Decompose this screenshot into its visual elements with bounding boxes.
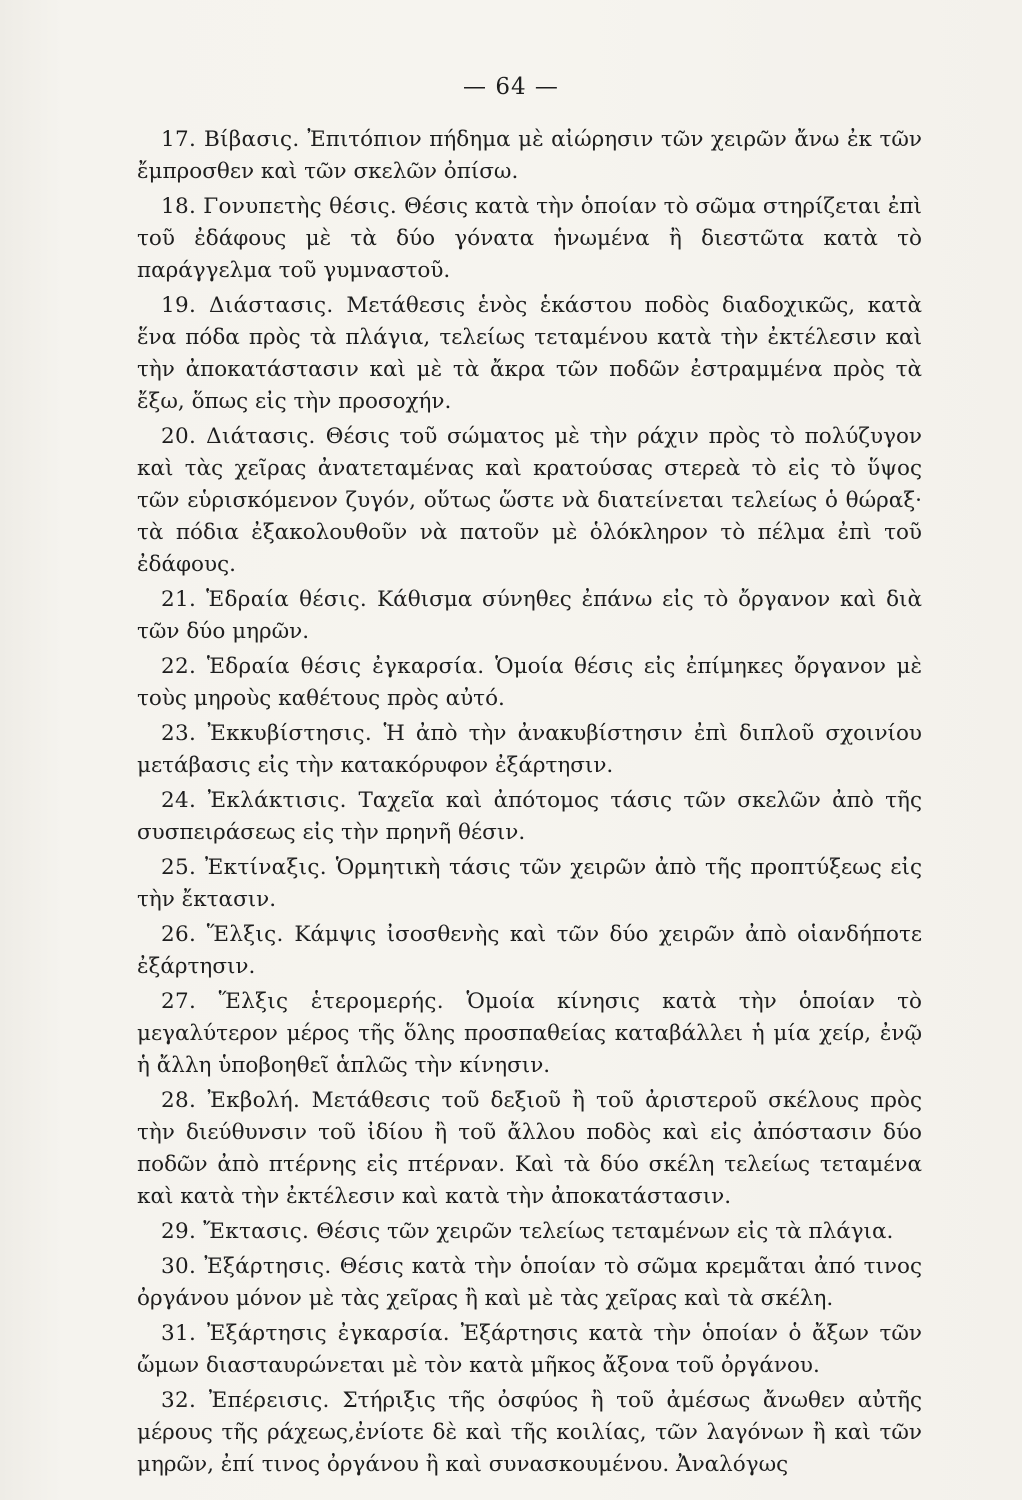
entry-number: 28. <box>161 1088 197 1113</box>
entry-definition: Θέσις τοῦ σώματος μὲ τὴν ράχιν πρὸς τὸ πολύζυγον καὶ τὰς χεῖρας ἀνατεταμένας καὶ κρατούσας στερεὰ τὸ εἰς τὸ ὕψος τῶν εὑρισκόμενον ζυγόν, οὕτως ὥστε νὰ διατείνεται τελείως ὁ θώραξ· τὰ πόδια ἐξακολουθοῦν νὰ πατοῦν μὲ ὁλόκληρον τὸ πέλμα ἐπὶ τοῦ ἐδάφους. <box>137 424 922 577</box>
glossary-entry <box>137 651 922 715</box>
entry-definition: Ὁρμητικὴ τάσις τῶν χειρῶν ἀπὸ τῆς προπτύξεως εἰς τὴν ἔκτασιν. <box>137 855 922 912</box>
entry-number: 26. <box>161 922 197 947</box>
entry-term: Ἕλξις. <box>206 922 284 947</box>
entry-term: Ἕλξις ἑτερομερής. <box>218 989 444 1014</box>
entry-number: 18. <box>161 194 197 219</box>
entry-term: Ἐξάρτησις ἐγκαρσία. <box>206 1321 450 1346</box>
entry-term: Ἐπέρεισις. <box>208 1388 330 1413</box>
entry-definition: Ὁμοία θέσις εἰς ἐπίμηκες ὄργανον μὲ τοὺς μηροὺς καθέτους πρὸς αὐτό. <box>137 654 922 711</box>
entry-number: 30. <box>161 1254 197 1279</box>
entry-term: Ἑδραία θέσις ἐγκαρσία. <box>206 654 485 679</box>
entry-definition: Κάθισμα σύνηθες ἐπάνω εἰς τὸ ὄργανον καὶ διὰ τῶν δύο μηρῶν. <box>137 587 922 644</box>
glossary-entries <box>137 124 922 1484</box>
glossary-entry <box>137 584 922 648</box>
glossary-entry <box>137 852 922 916</box>
entry-number: 27. <box>161 989 197 1014</box>
entry-number: 20. <box>161 424 197 449</box>
glossary-entry <box>137 1385 922 1481</box>
page-number: — 64 — <box>463 74 559 100</box>
glossary-entry <box>137 421 922 581</box>
entry-number: 17. <box>161 127 197 152</box>
entry-number: 21. <box>161 587 197 612</box>
entry-definition: Θέσις κατὰ τὴν ὁποίαν τὸ σῶμα στηρίζεται ἐπὶ τοῦ ἐδάφους μὲ τὰ δύο γόνατα ἡνωμένα ἢ διεστῶτα κατὰ τὸ παράγγελμα τοῦ γυμναστοῦ. <box>137 194 922 283</box>
glossary-entry <box>137 191 922 287</box>
entry-number: 19. <box>161 293 197 318</box>
entry-definition: Κάμψις ἰσοσθενὴς καὶ τῶν δύο χειρῶν ἀπὸ οἱανδήποτε ἐξάρτησιν. <box>137 922 922 979</box>
entry-term: Γονυπετὴς θέσις. <box>203 194 398 219</box>
entry-number: 25. <box>161 855 197 880</box>
entry-number: 22. <box>161 654 197 679</box>
entry-term: Ἐκκυβίστησις. <box>207 721 373 746</box>
entry-number: 29. <box>161 1219 197 1244</box>
entry-definition: Ἐπιτόπιον πήδημα μὲ αἰώρησιν τῶν χειρῶν ἄνω ἐκ τῶν ἔμπροσθεν καὶ τῶν σκελῶν ὀπίσω. <box>137 127 923 184</box>
entry-definition: Θέσις κατὰ τὴν ὁποίαν τὸ σῶμα κρεμᾶται ἀπό τινος ὀργάνου μόνον μὲ τὰς χεῖρας ἢ καὶ μὲ τὰς χεῖρας καὶ τὰ σκέλη. <box>137 1254 922 1311</box>
glossary-entry <box>137 1216 922 1248</box>
entry-definition: Ὁμοία κίνησις κατὰ τὴν ὁποίαν τὸ μεγαλύτερον μέρος τῆς ὅλης προσπαθείας καταβάλλει ἡ μία χείρ, ἐνῷ ἡ ἄλλη ὑποβοηθεῖ ἁπλῶς τὴν κίνησιν. <box>137 989 923 1078</box>
entry-term: Βίβασις. <box>203 127 300 152</box>
glossary-entry <box>137 919 922 983</box>
glossary-entry <box>137 1318 922 1382</box>
entry-definition: Στήριξις τῆς ὀσφύος ἢ τοῦ ἀμέσως ἄνωθεν αὐτῆς μέρους τῆς ράχεως,ἐνίοτε δὲ καὶ τῆς κοιλίας, τῶν λαγόνων ἢ καὶ τῶν μηρῶν, ἐπί τινος ὀργάνου ἢ καὶ συνασκουμένου. Ἀναλόγως <box>137 1388 923 1477</box>
entry-number: 24. <box>161 788 197 813</box>
glossary-entry <box>137 986 922 1082</box>
entry-term: Διάστασις. <box>208 293 334 318</box>
entry-term: Ἐκλάκτισις. <box>207 788 347 813</box>
entry-definition: Μετάθεσις ἑνὸς ἑκάστου ποδὸς διαδοχικῶς, κατὰ ἕνα πόδα πρὸς τὰ πλάγια, τελείως τεταμένου κατὰ τὴν ἐκτέλεσιν καὶ τὴν ἀποκατάστασιν καὶ μὲ τὰ ἄκρα τῶν ποδῶν ἐστραμμένα πρὸς τὰ ἔξω, ὅπως εἰς τὴν προσοχήν. <box>137 293 923 414</box>
entry-definition: Ἡ ἀπὸ τὴν ἀνακυβίστησιν ἐπὶ διπλοῦ σχοινίου μετάβασις εἰς τὴν κατακόρυφον ἐξάρτησιν. <box>137 721 922 778</box>
entry-term: Ἐκβολή. <box>207 1088 301 1113</box>
glossary-entry <box>137 1085 922 1213</box>
glossary-entry <box>137 124 922 188</box>
entry-term: Ἐκτίναξις. <box>205 855 327 880</box>
glossary-entry <box>137 785 922 849</box>
entry-definition: Μετάθεσις τοῦ δεξιοῦ ἢ τοῦ ἀριστεροῦ σκέλους πρὸς τὴν διεύθυνσιν τοῦ ἰδίου ἢ τοῦ ἄλλου ποδὸς καὶ εἰς ἀπόστασιν δύο ποδῶν ἀπὸ πτέρνης εἰς πτέρναν. Καὶ τὰ δύο σκέλη τελείως τεταμένα καὶ κατὰ τὴν ἐκτέλεσιν καὶ κατὰ τὴν ἀποκατάστασιν. <box>137 1088 922 1209</box>
entry-term: Διάτασις. <box>206 424 316 449</box>
entry-number: 31. <box>161 1321 197 1346</box>
entry-definition: Ταχεῖα καὶ ἀπότομος τάσις τῶν σκελῶν ἀπὸ τῆς συσπειράσεως εἰς τὴν πρηνῆ θέσιν. <box>137 788 922 845</box>
entry-term: Ἔκτασις. <box>203 1219 310 1244</box>
entry-number: 23. <box>161 721 197 746</box>
glossary-entry <box>137 718 922 782</box>
entry-term: Ἐξάρτησις. <box>204 1254 332 1279</box>
entry-definition: Ἐξάρτησις κατὰ τὴν ὁποίαν ὁ ἄξων τῶν ὤμων διασταυρώνεται μὲ τὸν κατὰ μῆκος ἄξονα τοῦ ὀργάνου. <box>137 1321 922 1378</box>
glossary-entry <box>137 1251 922 1315</box>
entry-definition: Θέσις τῶν χειρῶν τελείως τεταμένων εἰς τὰ πλάγια. <box>316 1219 894 1244</box>
glossary-entry <box>137 290 922 418</box>
entry-number: 32. <box>161 1388 197 1413</box>
entry-term: Ἑδραία θέσις. <box>206 587 368 612</box>
